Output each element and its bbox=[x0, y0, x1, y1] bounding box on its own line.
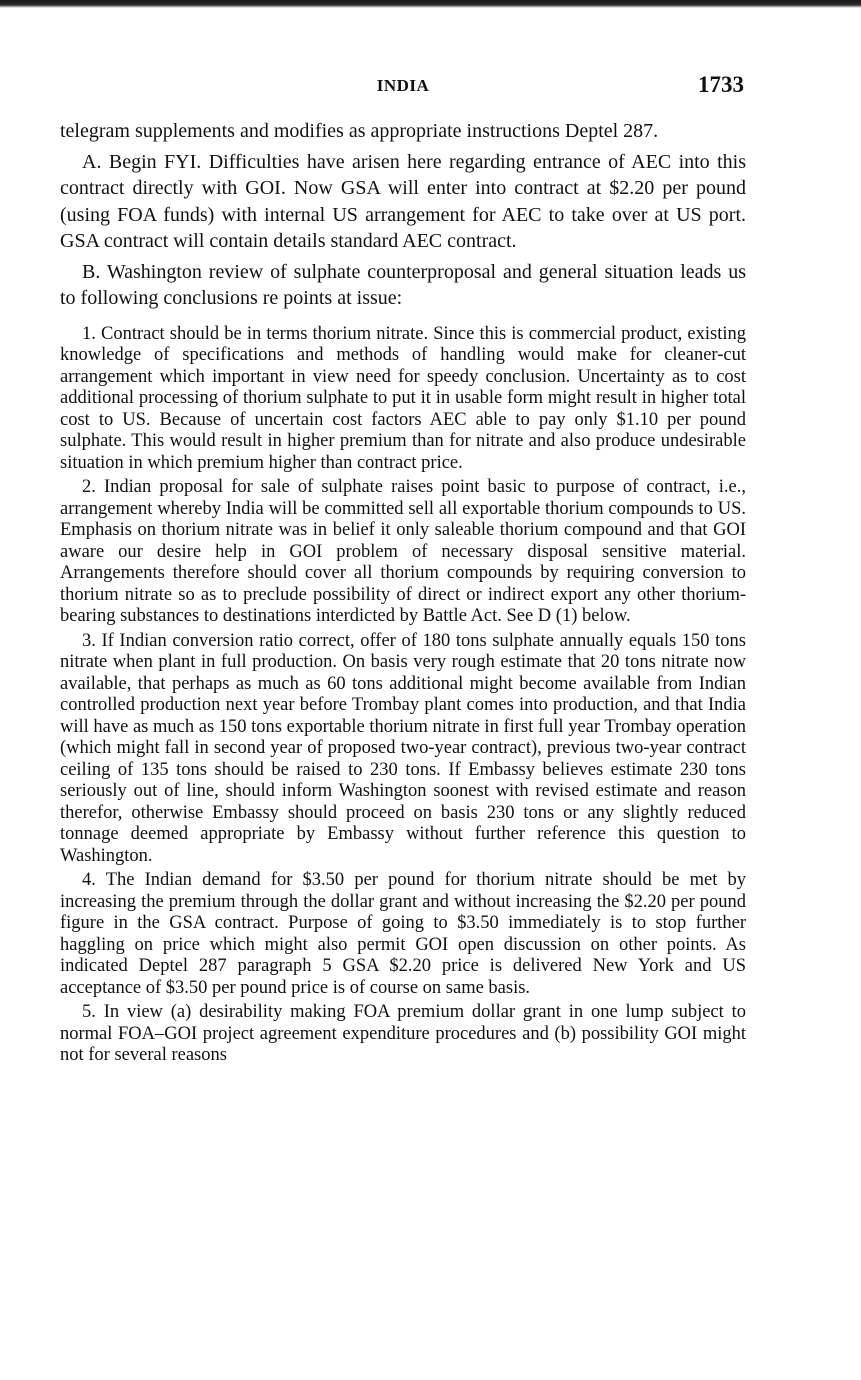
page-number: 1733 bbox=[698, 72, 744, 97]
running-head: INDIA bbox=[376, 76, 430, 95]
list-item-4: 4. The Indian demand for $3.50 per pound for thorium nitrate should be met by increasing the premium through the dollar grant and without increasing the $2.20 per pound figure in the GSA contract. Purpose of going to $3.50 immediately is to stop further haggling on price which might also permit GOI open discussion on other points. As indicated Deptel 287 paragraph 5 GSA $2.20 price is delivered New York and US acceptance of $3.50 per pound price is of course on same basis. bbox=[60, 870, 746, 998]
paragraph-a: A. Begin FYI. Difficulties have arisen here regarding entrance of AEC into this contract directly with GOI. Now GSA will enter into contract at $2.20 per pound (using FOA funds) with internal US arrangement for AEC to take over at US port. GSA contract will contain details standard AEC contract. bbox=[60, 150, 746, 252]
page-top-border bbox=[0, 0, 861, 8]
list-item-1: 1. Contract should be in terms thorium nitrate. Since this is commercial product, existing knowledge of specifications and methods of handling would make for cleaner-cut arrangement which important in view need for speedy conclusion. Uncertainty as to cost additional processing of thorium sulphate to put it in usable form might result in higher total cost to US. Because of uncertain cost factors AEC able to pay only $1.10 per pound sulphate. This would result in higher premium than for nitrate and also produce undesirable situation in which premium higher than contract price. bbox=[60, 323, 746, 473]
list-item-2: 2. Indian proposal for sale of sulphate raises point basic to purpose of contract, i.e., arrangement whereby India will be committed sell all exportable thorium compounds to US. Emphasis on thorium nitrate was in belief it only saleable thorium compound and that GOI aware our desire help in GOI problem of necessary disposal sensitive material. Arrangements therefore should cover all thorium compounds by requiring conversion to thorium nitrate so as to preclude possibility of direct or indirect export any other thorium-bearing substances to destinations interdicted by Battle Act. See D (1) below. bbox=[60, 477, 746, 626]
list-item-3: 3. If Indian conversion ratio correct, offer of 180 tons sulphate annually equals 150 tons nitrate when plant in full production. On basis very rough estimate that 20 tons nitrate now available, that perhaps as much as 60 tons additional might become available from Indian controlled production next year before Trombay plant comes into production, and that India will have as much as 150 tons exportable thorium nitrate in first full year Trombay operation (which might fall in second year of proposed two-year contract), previous two-year contract ceiling of 135 tons should be raised to 230 tons. If Embassy believes estimate 230 tons seriously out of line, should inform Washington soonest with revised estimate and reason therefor, otherwise Embassy should proceed on basis 230 tons or any slightly reduced tonnage deemed appropriate by Embassy without further reference this question to Washington. bbox=[60, 630, 746, 866]
lead-paragraph: telegram supplements and modifies as appropriate instructions Deptel 287. bbox=[60, 120, 659, 142]
paragraph-b: B. Washington review of sulphate counterproposal and general situation leads us to following conclusions re points at issue: bbox=[60, 260, 746, 309]
numbered-list bbox=[60, 324, 746, 1067]
document-page bbox=[60, 72, 746, 1070]
list-item-5: 5. In view (a) desirability making FOA premium dollar grant in one lump subject to normal FOA–GOI project agreement expenditure procedures and (b) possibility GOI might not for several reasons bbox=[60, 1002, 746, 1065]
page-header bbox=[60, 72, 746, 102]
